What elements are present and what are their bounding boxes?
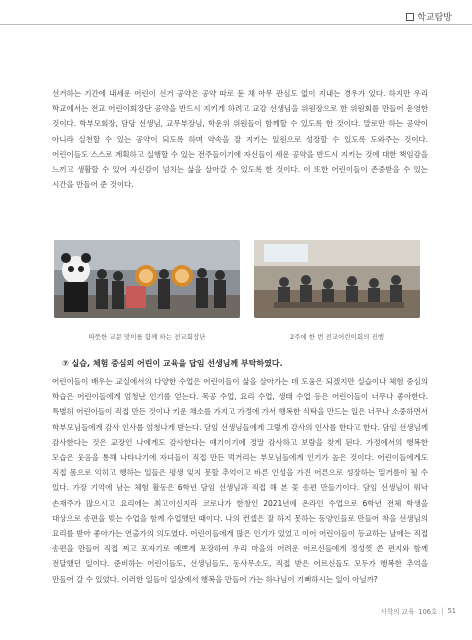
footer-publication: 사학의 교육 [380,608,415,616]
square-outline-icon [406,13,414,21]
header-rule [0,24,472,25]
section-label: 학교탐방 [417,13,452,23]
section-subheading: ⑦ 실습, 체험 중심의 어린이 교육을 답임 선생님께 부탁하였다. [62,359,283,368]
section-tag [402,10,456,23]
body-paragraph-1: 선거하는 기간에 내세운 어린이 선거 공약은 공약 따로 둔 채 아무 관심도 없이 지내는 경우가 있다. 하지만 우리 학교에서는 전교 어린이회장단 공약을 반드시 지키게 하려고 교감 선생님을 위원장으로 한 위원회를 만들어 운영한 것이다. 학부모회장, 담당 선생님, 교무부장님, 학운위 위원들이 함께할 수 있도록 한 것이다. 말로만 하는 공약이 아니라 실천할 수 있는 공약이 되도록 하며 약속을 잘 지키는 일원으로 성장할 수 있도록 도와주는 것이다. 어린이들도 스스로 계획하고 실행할 수 있는 전주들이기에 자신들이 세운 공약을 반드시 지키는 것에 대한 책임감을 느끼고 생활할 수 있어 자신감이 넘치는 삶을 살아갈 수 있도록 한 것이다. 이 또한 어린이들이 존중받을 수 있는 시간을 만들어 준 것이다. [52,89,428,190]
photo-caption-left: 따뜻한 교문 맞이를 함께 하는 전교회장단 [88,333,206,341]
photo-gate-image [54,240,240,318]
photo-meeting-image [254,240,420,318]
footer-separator: | [441,607,444,615]
photo-student-council-meeting [254,240,420,318]
photo-school-gate-greeting [54,240,240,318]
photo-caption-right: 2주에 한 번 전교어린이회의 진행 [289,333,385,341]
footer-issue: 106호 [418,608,438,616]
page-footer [380,606,456,616]
body-paragraph-2: 어린이들이 배우는 교실에서의 다양한 수업은 어린이들이 삶을 살아가는 데 도움은 되겠지만 실습이나 체험 중심의 학습은 어린이들에게 엄청난 인기를 얻는다. 목공 수업, 요리 수업, 생태 수업 등은 어린이들이 너무나 좋아한다. 특별히 어린이들이 직접 만든 것이나 키운 채소를 가지고 가정에 가서 행복한 식탁을 만드는 일은 너무나 소중하면서 학부모님들에게 감사 인사를 엄청나게 받는다. 담임 선생님들에게 그렇게 감사의 인사를 한다고 한다. 담임 선생님께 감사한다는 것은 교장인 나에게도 감사한다는 얘기이기에 정말 감사하고 보람을 찾게 된다. 가정에서의 행복한 모습은 웃음을 통해 나타나기에 자녀들이 직접 만든 먹거리는 부모님들에게 인기가 높은 것이다. 어린이들에게도 직접 몸으로 익히고 행하는 일들은 평생 잊지 못할 추억이고 바른 인성을 가진 어른으로 성장하는 밑거름이 될 수 있다. 가장 기억에 남는 체험 활동은 6학년 담임 선생님과 직접 해 본 꽃 송편 만들기이다. 담임 선생님이 워낙 손재주가 많으시고 요리에는 최고이신지라 코로나가 한창인 2021년에 온라인 수업으로 6학년 전체 학생을 대상으로 송편을 빚는 수업을 함께 수업했던 때이다. 나의 컨셉은 잘 하지 못하는 동양인들로 만들어 착을 선생님의 요리를 받아 좋아가는 연출가의 의도였다. 어린이들에게 많은 인기가 있었고 이어 어린이들이 등교하는 날에는 직접 송편을 만들어 직접 찌고 포자기로 예쁘게 포장하여 우리 마을의 어려운 어르신들에게 정성껏 쓴 편지와 함께 전달했던 일이다. 준비하는 어린이들도, 선생님들도, 동사무소도, 직접 받은 어르신들도 모두가 행복한 추억을 만들어 갈 수 있었다. 이러한 일들이 일상에서 행복을 만들어 가는 하나님이 기뻐하시는 일이 아닐까? [52,377,428,584]
page-number: 51 [447,607,456,615]
